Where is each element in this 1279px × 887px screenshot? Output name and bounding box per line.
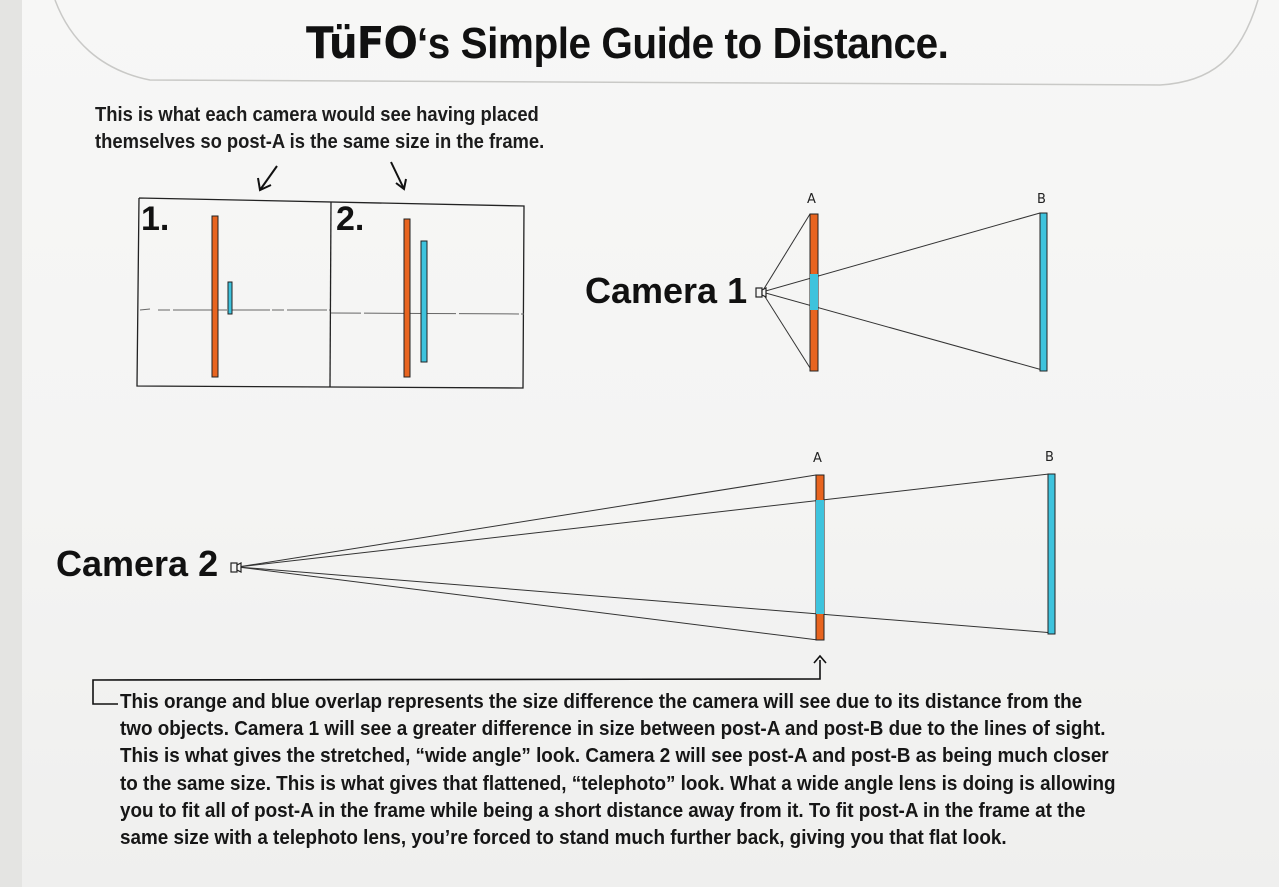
camera2-post-a-label: A [813,451,822,466]
camera1-sight-lines [762,213,1046,371]
camera1-post-b-label: B [1037,192,1046,207]
camera2-post-b [1048,474,1055,634]
camera1-post-a-label: A [807,192,816,207]
camera1-post-a-overlap [810,274,818,310]
panel1-number: 1. [141,200,170,238]
explanation-line: This is what gives the stretched, “wide angle” look. Camera 2 will see post-A and post-B as being much closer [120,744,1109,768]
camera-view-panels [137,198,524,388]
page-title [306,18,948,69]
panel2-post-a [404,219,410,377]
camera1-label: Camera 1 [585,270,748,311]
intro-note [95,102,544,156]
panel1-horizon [140,309,330,310]
camera1-icon [756,288,766,297]
brand-name: TüFO [306,18,417,69]
title-text: ‘s Simple Guide to Distance. [416,19,949,68]
explanation-line: to the same size. This is what gives that flattened, “telephoto” look. What a wide angle lens is doing is allowing [120,771,1116,795]
panel1-post-b [228,282,232,314]
explanation-line: you to fit all of post-A in the frame while being a short distance away from it. To fit post-A in the frame at the [120,798,1086,822]
camera2-post-b-label: B [1045,450,1054,465]
camera2-sight-lines [238,474,1054,640]
camera2-label: Camera 2 [56,543,219,584]
intro-arrow-left [258,166,277,190]
panel1-post-a [212,216,218,377]
explanation-line: same size with a telephoto lens, you’re forced to stand much further back, giving you that flat look. [120,826,1007,850]
intro-arrow-right [391,162,406,189]
explanation-line: two objects. Camera 1 will see a greater difference in size between post-A and post-B due to the lines of sight. [120,717,1106,741]
camera2-post-a-overlap [816,500,824,614]
panel2-post-b [421,241,427,362]
camera2-icon [231,563,241,572]
explanation-line: This orange and blue overlap represents the size difference the camera will see due to its distance from the [120,690,1083,713]
panel2-number: 2. [336,200,365,238]
intro-line: themselves so post-A is the same size in the frame. [95,131,545,153]
intro-line: This is what each camera would see having placed [95,104,539,126]
camera1-post-b [1040,213,1047,371]
explanation-text [120,688,1116,851]
